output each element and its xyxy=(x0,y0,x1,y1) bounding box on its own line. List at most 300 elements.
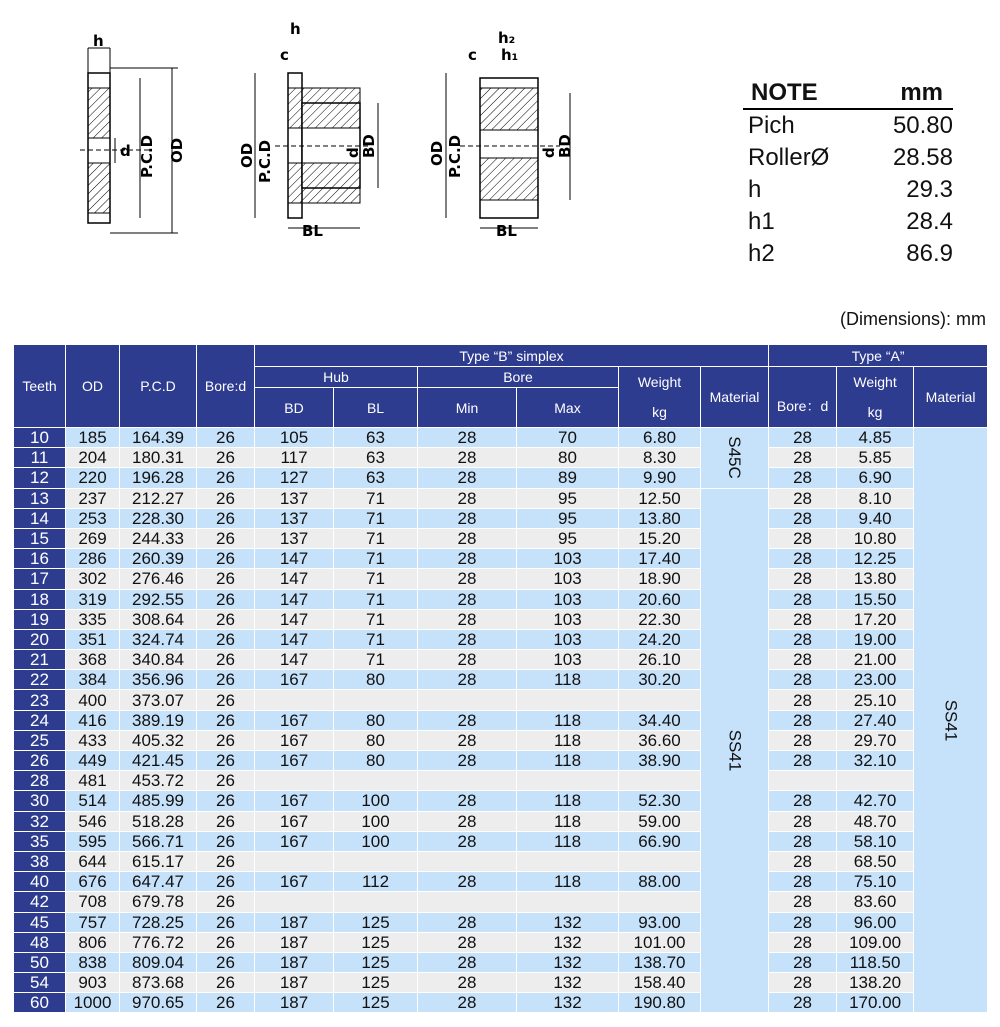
cell-weight-a: 4.85 xyxy=(837,428,914,448)
cell-teeth: 16 xyxy=(14,549,66,569)
table-row xyxy=(14,831,988,851)
label-bd-3: BD xyxy=(556,134,574,158)
cell-hub-bl: 71 xyxy=(334,629,418,649)
cell-pcd: 873.68 xyxy=(120,973,197,993)
cell-bore-a: 28 xyxy=(769,569,837,589)
cell-weight-a: 32.10 xyxy=(837,751,914,771)
cell-weight-a: 118.50 xyxy=(837,952,914,972)
cell-od: 449 xyxy=(66,751,120,771)
cell-weight-a: 19.00 xyxy=(837,629,914,649)
cell-weight-a: 6.90 xyxy=(837,468,914,488)
note-value: 28.4 xyxy=(906,208,953,235)
table-row xyxy=(14,771,988,791)
cell-hub-bl: 80 xyxy=(334,710,418,730)
cell-pcd: 180.31 xyxy=(120,448,197,468)
cell-teeth: 23 xyxy=(14,690,66,710)
header-bore: Bore xyxy=(418,367,619,388)
cell-teeth: 24 xyxy=(14,710,66,730)
cell-bore-max: 118 xyxy=(517,811,619,831)
cell-weight-b: 36.60 xyxy=(619,730,701,750)
cell-bore-min: 28 xyxy=(418,751,517,771)
cell-bore-a: 28 xyxy=(769,528,837,548)
cell-bore-min: 28 xyxy=(418,872,517,892)
cell-weight-b: 88.00 xyxy=(619,872,701,892)
cell-bore-d: 26 xyxy=(197,872,255,892)
cell-hub-bl: 71 xyxy=(334,528,418,548)
cell-hub-bl: 100 xyxy=(334,811,418,831)
cell-od: 595 xyxy=(66,831,120,851)
table-row xyxy=(14,549,988,569)
cell-teeth: 18 xyxy=(14,589,66,609)
cell-weight-b: 12.50 xyxy=(619,488,701,508)
note-row xyxy=(743,142,953,174)
cell-bore-a: 28 xyxy=(769,690,837,710)
cell-bore-a: 28 xyxy=(769,549,837,569)
label-h2-3: h₂ xyxy=(498,29,516,47)
cell-weight-a: 58.10 xyxy=(837,831,914,851)
cell-bore-d: 26 xyxy=(197,629,255,649)
table-row xyxy=(14,710,988,730)
cell-weight-b: 15.20 xyxy=(619,528,701,548)
cell-bore-max: 132 xyxy=(517,932,619,952)
cell-od: 806 xyxy=(66,932,120,952)
cell-bore-min: 28 xyxy=(418,650,517,670)
cell-hub-bd: 167 xyxy=(255,670,334,690)
cell-bore-d: 26 xyxy=(197,428,255,448)
note-title: NOTE xyxy=(751,79,818,106)
cell-hub-bd xyxy=(255,892,334,912)
note-label: h2 xyxy=(748,240,775,267)
cell-bore-min: 28 xyxy=(418,831,517,851)
header-bore-d: Bore:d xyxy=(197,345,255,428)
cell-bore-a: 28 xyxy=(769,892,837,912)
type-a-sprocket-drawing xyxy=(428,29,574,240)
cell-weight-b: 138.70 xyxy=(619,952,701,972)
cell-bore-a: 28 xyxy=(769,710,837,730)
cell-bore-a: 28 xyxy=(769,912,837,932)
note-row xyxy=(743,206,953,238)
cell-pcd: 260.39 xyxy=(120,549,197,569)
cell-pcd: 276.46 xyxy=(120,569,197,589)
label-bl-2: BL xyxy=(302,222,323,240)
cell-bore-a: 28 xyxy=(769,791,837,811)
cell-teeth: 40 xyxy=(14,872,66,892)
cell-hub-bd xyxy=(255,690,334,710)
cell-weight-b: 52.30 xyxy=(619,791,701,811)
cell-hub-bd: 187 xyxy=(255,912,334,932)
cell-od: 903 xyxy=(66,973,120,993)
cell-pcd: 196.28 xyxy=(120,468,197,488)
header-od: OD xyxy=(66,345,120,428)
cell-teeth: 21 xyxy=(14,650,66,670)
cell-weight-b xyxy=(619,851,701,871)
note-row xyxy=(743,174,953,206)
cell-bore-a: 28 xyxy=(769,650,837,670)
cell-bore-a: 28 xyxy=(769,993,837,1013)
cell-teeth: 19 xyxy=(14,609,66,629)
cell-hub-bl: 71 xyxy=(334,569,418,589)
cell-bore-max xyxy=(517,690,619,710)
table-row xyxy=(14,670,988,690)
cell-hub-bl: 71 xyxy=(334,488,418,508)
cell-bore-a: 28 xyxy=(769,629,837,649)
cell-pcd: 356.96 xyxy=(120,670,197,690)
cell-hub-bl: 125 xyxy=(334,912,418,932)
cell-bore-d: 26 xyxy=(197,549,255,569)
cell-weight-a: 68.50 xyxy=(837,851,914,871)
cell-weight-a: 25.10 xyxy=(837,690,914,710)
cell-hub-bd xyxy=(255,851,334,871)
header-type-b: Type “B” simplex xyxy=(255,345,769,367)
note-label: h xyxy=(748,176,762,203)
cell-bore-d: 26 xyxy=(197,609,255,629)
table-row xyxy=(14,791,988,811)
cell-hub-bl: 63 xyxy=(334,448,418,468)
note-header xyxy=(743,78,953,110)
cell-od: 220 xyxy=(66,468,120,488)
cell-hub-bl: 80 xyxy=(334,670,418,690)
cell-bore-a xyxy=(769,771,837,791)
header-type-a: Type “A” xyxy=(769,345,988,367)
cell-teeth: 22 xyxy=(14,670,66,690)
table-row xyxy=(14,468,988,488)
cell-bore-min: 28 xyxy=(418,791,517,811)
header-material-a: Material xyxy=(914,367,988,428)
cell-bore-min xyxy=(418,892,517,912)
cell-bore-min: 28 xyxy=(418,428,517,448)
cell-pcd: 244.33 xyxy=(120,528,197,548)
cell-bore-a: 28 xyxy=(769,811,837,831)
table-row xyxy=(14,932,988,952)
note-row xyxy=(743,110,953,142)
label-pcd-1: P.C.D xyxy=(138,134,156,178)
cell-hub-bl xyxy=(334,892,418,912)
cell-hub-bd: 147 xyxy=(255,650,334,670)
cell-od: 433 xyxy=(66,730,120,750)
cell-bore-min: 28 xyxy=(418,993,517,1013)
cell-bore-min: 28 xyxy=(418,932,517,952)
table-row xyxy=(14,629,988,649)
label-bl-3: BL xyxy=(496,222,517,240)
cell-bore-max: 132 xyxy=(517,952,619,972)
cell-bore-min: 28 xyxy=(418,549,517,569)
cell-weight-b: 158.40 xyxy=(619,973,701,993)
cell-bore-d: 26 xyxy=(197,791,255,811)
cell-bore-a: 28 xyxy=(769,428,837,448)
cell-weight-b: 38.90 xyxy=(619,751,701,771)
cell-bore-a: 28 xyxy=(769,831,837,851)
cell-bore-a: 28 xyxy=(769,508,837,528)
cell-od: 253 xyxy=(66,508,120,528)
cell-teeth: 13 xyxy=(14,488,66,508)
material-b-rest xyxy=(701,488,769,1013)
table-row xyxy=(14,730,988,750)
table-row xyxy=(14,508,988,528)
cell-weight-a: 21.00 xyxy=(837,650,914,670)
cell-weight-b: 20.60 xyxy=(619,589,701,609)
cell-od: 237 xyxy=(66,488,120,508)
cell-weight-b: 13.80 xyxy=(619,508,701,528)
cell-od: 644 xyxy=(66,851,120,871)
cell-bore-max: 103 xyxy=(517,629,619,649)
label-h1-3: h₁ xyxy=(501,46,519,64)
cell-bore-max: 95 xyxy=(517,508,619,528)
cell-weight-a: 48.70 xyxy=(837,811,914,831)
cell-pcd: 679.78 xyxy=(120,892,197,912)
cell-hub-bl: 71 xyxy=(334,549,418,569)
cell-teeth: 14 xyxy=(14,508,66,528)
cell-weight-a: 13.80 xyxy=(837,569,914,589)
table-row xyxy=(14,751,988,771)
note-value: 86.9 xyxy=(906,240,953,267)
cell-pcd: 373.07 xyxy=(120,690,197,710)
cell-hub-bd: 147 xyxy=(255,629,334,649)
material-a xyxy=(914,428,988,1013)
cell-hub-bd: 187 xyxy=(255,973,334,993)
label-od-1: OD xyxy=(168,137,186,163)
dimensions-caption: (Dimensions): mm xyxy=(839,309,986,329)
cell-bore-a: 28 xyxy=(769,730,837,750)
note-value: 29.3 xyxy=(906,176,953,203)
cell-bore-min: 28 xyxy=(418,448,517,468)
cell-hub-bl: 125 xyxy=(334,932,418,952)
note-rows xyxy=(743,110,953,270)
cell-weight-b: 26.10 xyxy=(619,650,701,670)
cell-bore-min xyxy=(418,690,517,710)
table-row xyxy=(14,851,988,871)
spec-table-body xyxy=(14,428,988,1013)
cell-bore-max: 103 xyxy=(517,650,619,670)
cell-teeth: 26 xyxy=(14,751,66,771)
cell-weight-a: 75.10 xyxy=(837,872,914,892)
note-unit: mm xyxy=(900,79,943,106)
cell-teeth: 10 xyxy=(14,428,66,448)
label-od-2: OD xyxy=(238,142,256,168)
cell-bore-max: 103 xyxy=(517,609,619,629)
cell-weight-a: 8.10 xyxy=(837,488,914,508)
cell-pcd: 324.74 xyxy=(120,629,197,649)
cell-bore-a: 28 xyxy=(769,851,837,871)
header-weight-unit: kg xyxy=(652,404,667,420)
cell-od: 400 xyxy=(66,690,120,710)
label-h-2: h xyxy=(290,20,301,38)
cell-bore-a: 28 xyxy=(769,609,837,629)
cell-bore-min: 28 xyxy=(418,609,517,629)
cell-weight-b: 30.20 xyxy=(619,670,701,690)
cell-bore-max: 118 xyxy=(517,791,619,811)
cell-bore-min xyxy=(418,771,517,791)
cell-hub-bd: 167 xyxy=(255,710,334,730)
cell-od: 384 xyxy=(66,670,120,690)
cell-bore-max: 132 xyxy=(517,993,619,1013)
table-row xyxy=(14,448,988,468)
cell-hub-bd: 187 xyxy=(255,993,334,1013)
note-row xyxy=(743,238,953,270)
cell-teeth: 60 xyxy=(14,993,66,1013)
cell-bore-d: 26 xyxy=(197,730,255,750)
cell-bore-d: 26 xyxy=(197,569,255,589)
cell-weight-b xyxy=(619,892,701,912)
cell-bore-min: 28 xyxy=(418,912,517,932)
cell-hub-bd: 167 xyxy=(255,751,334,771)
table-row xyxy=(14,428,988,448)
cell-teeth: 12 xyxy=(14,468,66,488)
cell-teeth: 17 xyxy=(14,569,66,589)
table-row xyxy=(14,952,988,972)
cell-weight-a: 96.00 xyxy=(837,912,914,932)
cell-pcd: 453.72 xyxy=(120,771,197,791)
cell-bore-d: 26 xyxy=(197,831,255,851)
cell-hub-bl: 71 xyxy=(334,508,418,528)
note-value: 50.80 xyxy=(892,112,953,139)
cell-bore-d: 26 xyxy=(197,690,255,710)
cell-teeth: 11 xyxy=(14,448,66,468)
cell-bore-d: 26 xyxy=(197,528,255,548)
cell-od: 351 xyxy=(66,629,120,649)
cell-teeth: 20 xyxy=(14,629,66,649)
cell-od: 676 xyxy=(66,872,120,892)
table-row xyxy=(14,609,988,629)
cell-bore-d: 26 xyxy=(197,892,255,912)
header-weight-label: Weight xyxy=(637,374,682,390)
cell-hub-bd: 147 xyxy=(255,609,334,629)
cell-bore-d: 26 xyxy=(197,952,255,972)
cell-bore-min: 28 xyxy=(418,468,517,488)
cell-hub-bl: 125 xyxy=(334,993,418,1013)
cell-bore-min: 28 xyxy=(418,811,517,831)
note-label: RollerØ xyxy=(748,144,830,171)
cell-weight-a: 83.60 xyxy=(837,892,914,912)
label-c-3: c xyxy=(468,46,477,64)
header-bore-a-label: Bore：d xyxy=(776,398,829,414)
cell-bore-d: 26 xyxy=(197,751,255,771)
cell-weight-b: 9.90 xyxy=(619,468,701,488)
cell-weight-b: 101.00 xyxy=(619,932,701,952)
cell-pcd: 647.47 xyxy=(120,872,197,892)
cell-bore-max: 118 xyxy=(517,872,619,892)
note-label: Pich xyxy=(748,112,795,139)
cell-bore-max: 118 xyxy=(517,831,619,851)
cell-weight-b: 17.40 xyxy=(619,549,701,569)
cell-pcd: 728.25 xyxy=(120,912,197,932)
label-bd-2: BD xyxy=(360,134,378,158)
cell-teeth: 25 xyxy=(14,730,66,750)
cell-bore-min: 28 xyxy=(418,528,517,548)
cell-bore-d: 26 xyxy=(197,488,255,508)
cell-od: 514 xyxy=(66,791,120,811)
cell-od: 302 xyxy=(66,569,120,589)
cell-weight-b: 8.30 xyxy=(619,448,701,468)
cell-teeth: 50 xyxy=(14,952,66,972)
cell-bore-d: 26 xyxy=(197,710,255,730)
cell-bore-max: 118 xyxy=(517,710,619,730)
label-h-1: h xyxy=(93,32,104,50)
table-row xyxy=(14,528,988,548)
cell-bore-min: 28 xyxy=(418,730,517,750)
cell-bore-d: 26 xyxy=(197,589,255,609)
label-d-2: d xyxy=(344,147,362,158)
cell-bore-max: 118 xyxy=(517,751,619,771)
cell-bore-max xyxy=(517,771,619,791)
cell-hub-bd: 167 xyxy=(255,730,334,750)
cell-weight-a: 109.00 xyxy=(837,932,914,952)
cell-bore-min xyxy=(418,851,517,871)
cell-teeth: 32 xyxy=(14,811,66,831)
cell-bore-d: 26 xyxy=(197,771,255,791)
cell-od: 546 xyxy=(66,811,120,831)
cell-teeth: 54 xyxy=(14,973,66,993)
cell-weight-b xyxy=(619,690,701,710)
cell-hub-bd: 167 xyxy=(255,811,334,831)
cell-weight-b: 190.80 xyxy=(619,993,701,1013)
cell-pcd: 405.32 xyxy=(120,730,197,750)
cell-weight-a: 10.80 xyxy=(837,528,914,548)
cell-bore-a: 28 xyxy=(769,751,837,771)
cell-weight-a: 170.00 xyxy=(837,993,914,1013)
cell-hub-bl: 63 xyxy=(334,468,418,488)
cell-pcd: 809.04 xyxy=(120,952,197,972)
cell-pcd: 164.39 xyxy=(120,428,197,448)
cell-hub-bl: 71 xyxy=(334,609,418,629)
cell-hub-bl: 80 xyxy=(334,730,418,750)
cell-hub-bd: 147 xyxy=(255,589,334,609)
note-table xyxy=(743,78,953,270)
type-b-sprocket-drawing xyxy=(238,20,378,240)
cell-bore-d: 26 xyxy=(197,448,255,468)
cell-bore-a: 28 xyxy=(769,488,837,508)
cell-pcd: 566.71 xyxy=(120,831,197,851)
cell-hub-bd: 187 xyxy=(255,952,334,972)
cell-bore-max: 95 xyxy=(517,488,619,508)
cell-weight-b: 22.30 xyxy=(619,609,701,629)
cell-weight-b: 24.20 xyxy=(619,629,701,649)
cell-hub-bl xyxy=(334,771,418,791)
cell-teeth: 45 xyxy=(14,912,66,932)
cell-teeth: 48 xyxy=(14,932,66,952)
cell-bore-min: 28 xyxy=(418,508,517,528)
cell-od: 319 xyxy=(66,589,120,609)
cell-hub-bd: 167 xyxy=(255,791,334,811)
header-bore-a xyxy=(769,367,837,428)
cell-bore-d: 26 xyxy=(197,650,255,670)
cell-weight-a: 17.20 xyxy=(837,609,914,629)
header-pcd: P.C.D xyxy=(120,345,197,428)
cell-weight-a: 42.70 xyxy=(837,791,914,811)
table-row xyxy=(14,892,988,912)
cell-bore-a: 28 xyxy=(769,973,837,993)
table-row xyxy=(14,589,988,609)
table-row xyxy=(14,993,988,1013)
cell-bore-a: 28 xyxy=(769,448,837,468)
cell-weight-b: 6.80 xyxy=(619,428,701,448)
cell-weight-a: 12.25 xyxy=(837,549,914,569)
cell-hub-bd: 167 xyxy=(255,872,334,892)
header-weight xyxy=(619,367,701,428)
label-pcd-2: P.C.D xyxy=(256,139,274,183)
cell-bore-min: 28 xyxy=(418,488,517,508)
cell-bore-d: 26 xyxy=(197,670,255,690)
table-row xyxy=(14,811,988,831)
cell-bore-d: 26 xyxy=(197,851,255,871)
label-od-3: OD xyxy=(428,140,446,166)
header-bd: BD xyxy=(255,388,334,428)
cell-weight-a: 27.40 xyxy=(837,710,914,730)
cell-bore-max: 118 xyxy=(517,730,619,750)
cell-weight-a: 9.40 xyxy=(837,508,914,528)
plate-sprocket-drawing xyxy=(80,32,186,233)
sprocket-spec-table xyxy=(13,344,988,1013)
material-b-top xyxy=(701,428,769,489)
